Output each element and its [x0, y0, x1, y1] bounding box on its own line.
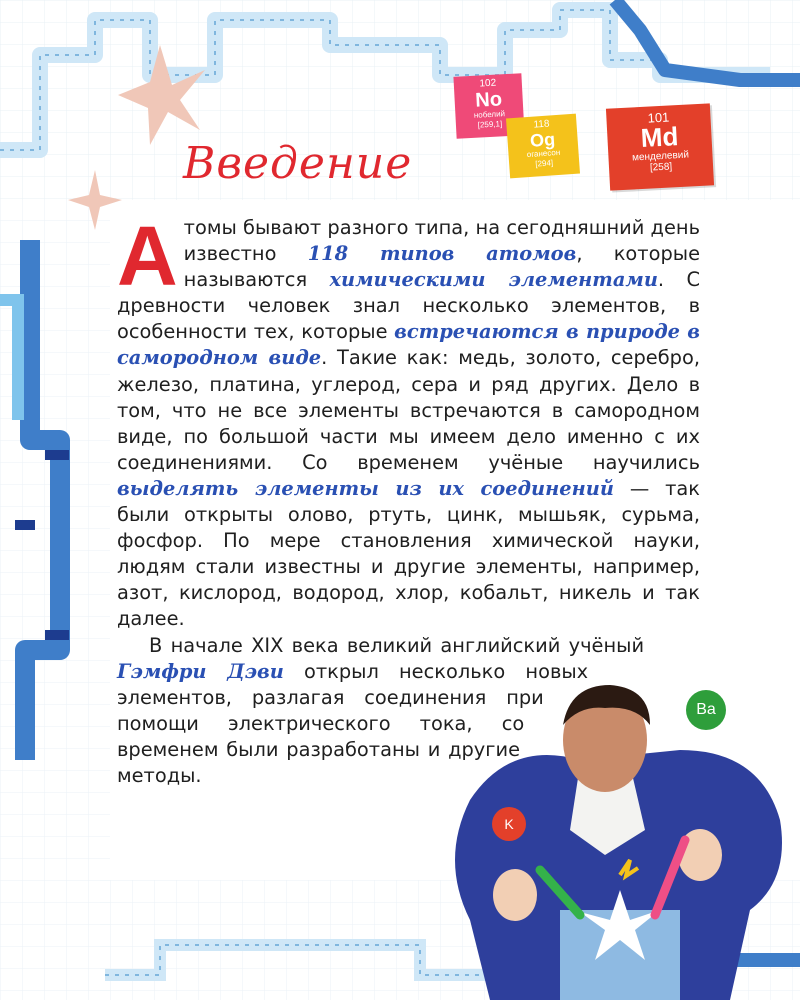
element-tile-oganesson — [506, 114, 580, 179]
element-badge-barium: Ba — [686, 690, 726, 730]
element-tile-mendelevium — [606, 103, 714, 190]
element-name: нобелий — [473, 109, 506, 120]
text-run: — так были открыты олово, ртуть, цинк, мышьяк, сурьма, фосфор. По мере становления химической науки, людям стали известны и другие элементы, например, азот, кислород, водород, хлор, кобальт, никель и так далее. — [117, 476, 701, 631]
intro-text — [117, 209, 701, 853]
paragraph-1 — [117, 209, 701, 633]
highlight-chemical-elements: химическими элементами — [329, 268, 658, 292]
element-name: оганесон — [526, 147, 561, 160]
drop-cap: А — [117, 209, 178, 303]
element-symbol: No — [474, 88, 503, 112]
element-badge-potassium: K — [492, 807, 526, 841]
text-run: открыл несколько новых элементов, разлагая соединения при помощи электрического тока, со временем были разработаны и другие методы. — [117, 659, 589, 787]
highlight-native-state: встречаются в природе в самородном виде — [117, 320, 700, 370]
text-run: . Такие как: медь, золото, серебро, железо, платина, углерод, сера и ряд других. Дело в том, что не все элементы встречаются в самородном виде, по большой части мы имеем дело именно с их соединениями. Со временем учёные научились — [117, 346, 700, 474]
highlight-118-atom-types: 118 типов атомов — [307, 242, 577, 266]
highlight-humphry-davy: Гэмфри Дэви — [117, 659, 284, 683]
atomic-mass: [259,1] — [477, 119, 503, 130]
atomic-number: 102 — [479, 77, 497, 90]
element-symbol: Md — [639, 121, 680, 153]
atomic-mass: [258] — [649, 161, 673, 174]
atomic-number: 118 — [533, 118, 550, 131]
element-name: менделевий — [631, 149, 690, 164]
text-run: томы бывают разного типа, на сегодняшний день известно — [183, 216, 700, 266]
highlight-isolate-elements: выделять элементы из их соединений — [117, 476, 614, 500]
text-run: В начале XIX века великий английский учёный — [149, 633, 645, 657]
paragraph-2 — [117, 633, 700, 790]
atomic-mass: [294] — [535, 158, 554, 169]
text-run: . С древности человек знал несколько элементов, в особенности тех, которые — [117, 268, 700, 344]
page-title: Введение — [183, 138, 413, 189]
text-run: , которые называются — [183, 242, 700, 292]
atomic-number: 101 — [647, 109, 670, 126]
element-symbol: Og — [529, 129, 556, 151]
